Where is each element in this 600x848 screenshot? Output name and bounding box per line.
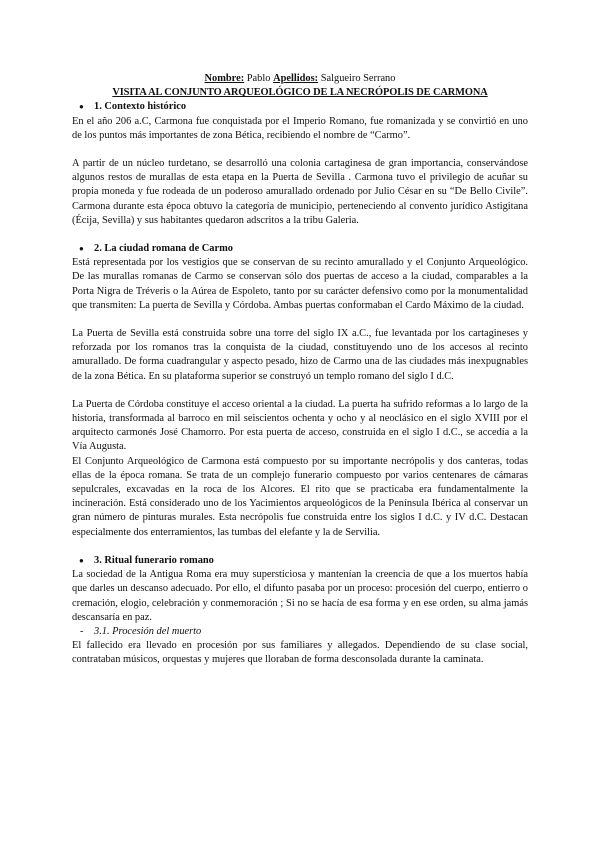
document-page bbox=[72, 72, 528, 668]
section-heading-ritual bbox=[72, 554, 528, 568]
paragraph: Está representada por los vestigios que se conservan de su recinto amurallado y el Conjunto Arqueológico. De las murallas romanas de Carmo se conservan sólo dos puertas de acceso a la ciudad, comparables a la Porta Nigra de Tréveris o la Aúrea de Espoleto, tanto por su carácter defensivo como por la monumentalidad que transmiten: La puerta de Sevilla y Córdoba. Ambas puertas conformaban el Cardo Máximo de la ciudad. bbox=[72, 257, 528, 311]
section-heading-contexto bbox=[72, 100, 528, 114]
section-heading-text: 3. Ritual funerario romano bbox=[94, 554, 214, 566]
subsection-heading-procesion bbox=[72, 625, 528, 639]
subsection-heading-text: 3.1. Procesión del muerto bbox=[94, 625, 202, 637]
paragraph: En el año 206 a.C, Carmona fue conquistada por el Imperio Romano, fue romanizada y se convirtió en uno de los puntos más importantes de zona Bética, recibiendo el nombre de “Carmo”. bbox=[72, 115, 528, 141]
nombre-value: Pablo bbox=[246, 73, 271, 84]
paragraph: El fallecido era llevado en procesión por sus familiares y allegados. Dependiendo de su clase social, contrataban músicos, orquestas y mujeres que lloraban de forma desconsolada durante la caminata. bbox=[72, 640, 528, 666]
bullet-icon: ● bbox=[79, 555, 84, 565]
section-heading-text: 1. Contexto histórico bbox=[94, 101, 187, 113]
paragraph: La sociedad de la Antigua Roma era muy supersticiosa y mantenían la creencia de que a los muertos había que darles un descanso adecuado. Por ello, el difunto pasaba por un proceso: procesión del cuerpo, entierro o cremación, elogio, celebración y conmemoración ; Si no se hacía de esa forma y en ese orden, su alma jamás descansaría en paz. bbox=[72, 569, 528, 623]
paragraph: A partir de un núcleo turdetano, se desarrolló una colonia cartaginesa de gran importancia, conservándose algunos restos de murallas de esta etapa en la Puerta de Sevilla . Carmona tuvo el privilegio de acuñar su propia moneda y fue rodeada de un poderoso amurallado ordenado por Julio César en su “De Bello Civile”. Carmona durante esta época obtuvo la categoría de municipio, perteneciendo al convento jurídico Astigitana (Écija, Sevilla) y sus habitantes quedaron adscritos a la tribu Galeria. bbox=[72, 158, 528, 226]
section-heading-text: 2. La ciudad romana de Carmo bbox=[94, 243, 233, 255]
apellidos-label: Apellidos: bbox=[273, 73, 319, 84]
apellidos-value: Salgueiro Serrano bbox=[320, 73, 396, 84]
dash-icon: - bbox=[80, 625, 84, 637]
nombre-label: Nombre: bbox=[204, 73, 245, 84]
student-name-line bbox=[72, 72, 528, 86]
paragraph: La Puerta de Córdoba constituye el acceso oriental a la ciudad. La puerta ha sufrido reformas a lo largo de la historia, transformada al barroco en mil seiscientos ochenta y ocho y al neoclásico en el siglo XVIII por el arquitecto carmonés José Chamorro. Por esta puerta de acceso, construida en el siglo I d.C., se accedía a la Vía Augusta. bbox=[72, 398, 528, 453]
document-title: VISITA AL CONJUNTO ARQUEOLÓGICO DE LA NECRÓPOLIS DE CARMONA bbox=[112, 87, 488, 99]
paragraph: La Puerta de Sevilla está construida sobre una torre del siglo IX a.C., fue levantada por los cartagineses y reforzada por los romanos tras la conquista de la ciudad, constituyendo uno de los accesos al recinto amurallado. De forma cuadrangular y aspecto pesado, hizo de Carmo una de las ciudades más inexpugnables de la zona Bética. En su plataforma superior se construyó un templo romano del siglo I d.C. bbox=[72, 328, 528, 382]
bullet-icon: ● bbox=[79, 102, 84, 112]
bullet-icon: ● bbox=[79, 244, 84, 254]
paragraph: El Conjunto Arqueológico de Carmona está compuesto por su importante necrópolis y dos canteras, todas ellas de la época romana. Se trata de un complejo funerario compuesto por varios centenares de cámaras sepulcrales, excavadas en la roca de los Alcores. El rito que se practicaba era fundamentalmente la incineración. Está considerado uno de los Yacimientos arqueológicos de la Península Ibérica al conservar un gran número de pinturas murales. Esta necrópolis fue construida entre los siglos I d.C. y IV d.C. Destacan especialmente dos enterramientos, las tumbas del elefante y la de Servilia. bbox=[72, 455, 528, 538]
section-heading-ciudad bbox=[72, 242, 528, 256]
